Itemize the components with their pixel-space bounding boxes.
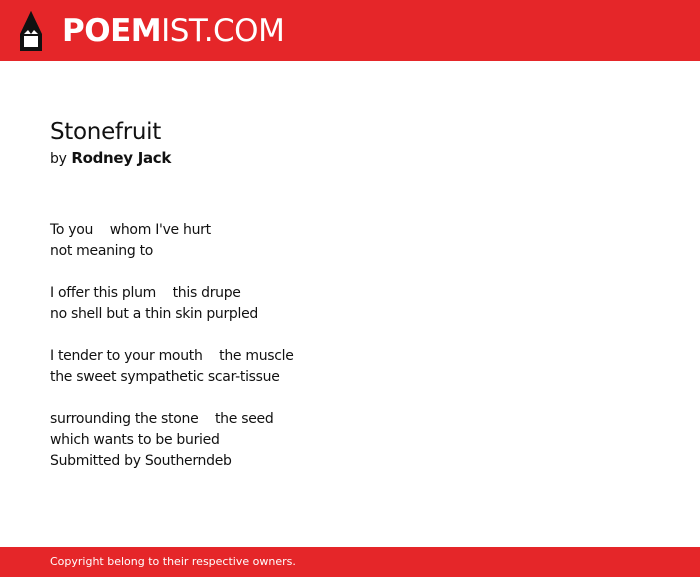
site-logo-text [62, 12, 285, 49]
logo-light-text: IST.COM [161, 12, 285, 49]
poem-stanza [50, 409, 650, 451]
by-label: by [50, 151, 67, 167]
pencil-icon [18, 10, 44, 52]
poem-line: I tender to your mouth the muscle [50, 348, 294, 364]
site-header [0, 0, 700, 61]
poem-line: To you whom I've hurt [50, 222, 211, 238]
poem-line: no shell but a thin skin purpled [50, 306, 259, 322]
poem-line: surrounding the stone the seed [50, 411, 274, 427]
logo-bold-text: POEM [62, 12, 162, 49]
poem-content [50, 117, 650, 472]
poem-stanza [50, 346, 650, 388]
site-footer [0, 547, 700, 577]
poem-body [50, 220, 650, 472]
submitted-by: Submitted by Southerndeb [50, 453, 232, 469]
poem-stanza [50, 283, 650, 325]
site-logo-link[interactable] [18, 9, 284, 53]
poem-title: Stonefruit [50, 119, 161, 145]
poem-byline [50, 147, 650, 170]
poem-line: which wants to be buried [50, 432, 220, 448]
copyright-notice: Copyright belong to their respective owners. [50, 555, 296, 568]
poem-stanza [50, 220, 650, 262]
poem-line: I offer this plum this drupe [50, 285, 241, 301]
poem-line: not meaning to [50, 243, 154, 259]
poem-line: the sweet sympathetic scar-tissue [50, 369, 280, 385]
poem-author[interactable]: Rodney Jack [71, 149, 172, 167]
